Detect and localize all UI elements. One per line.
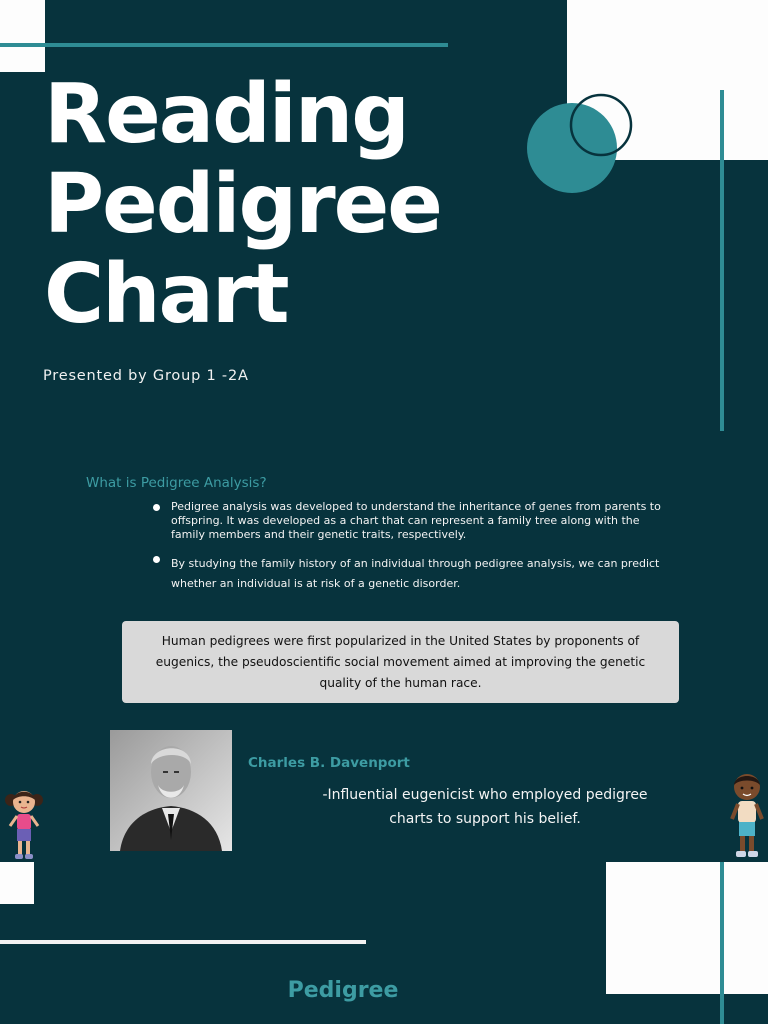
bottom-divider-line <box>0 940 366 944</box>
right-vertical-line <box>720 90 724 431</box>
corner-block-bottom-right <box>606 862 768 994</box>
portrait-photo <box>110 730 232 851</box>
subtitle: Presented by Group 1 -2A <box>43 368 249 384</box>
person-name: Charles B. Davenport <box>248 755 410 771</box>
description-line: -Influential eugenicist who employed pedigree <box>322 787 648 803</box>
boy-figure-icon <box>727 771 767 863</box>
title-line-3: Chart <box>44 247 288 342</box>
bullet-item <box>150 554 670 594</box>
section-heading: What is Pedigree Analysis? <box>86 475 267 491</box>
bullet-dot-icon <box>153 556 160 563</box>
bottom-right-vertical-line <box>720 862 724 1024</box>
bullet-item <box>150 500 670 542</box>
title-line-2: Pedigree <box>44 157 441 252</box>
description-line: charts to support his belief. <box>389 811 581 827</box>
callout-box: Human pedigrees were first popularized in the United States by proponents of eugenics, the pseudoscientific social movement aimed at improving the genetic quality of the human race. <box>122 621 679 703</box>
bullet-list <box>150 500 670 606</box>
bullet-text: Pedigree analysis was developed to understand the inheritance of genes from parents to offspring. It was developed as a chart that can represent a family tree along with the family members and their genetic traits, respectively. <box>171 500 661 541</box>
top-accent-line <box>0 43 448 47</box>
corner-block-top-left <box>0 0 45 72</box>
decorative-circles <box>520 90 640 200</box>
corner-block-bottom-left <box>0 862 34 904</box>
girl-figure-icon <box>4 786 44 864</box>
footer-title: Pedigree <box>287 978 399 1003</box>
bullet-text: By studying the family history of an individual through pedigree analysis, we can predict whether an individual is at risk of a genetic disorder. <box>171 557 660 590</box>
bullet-dot-icon <box>153 504 160 511</box>
title-line-1: Reading <box>44 67 408 162</box>
page-title <box>44 67 484 342</box>
person-description <box>300 783 670 831</box>
